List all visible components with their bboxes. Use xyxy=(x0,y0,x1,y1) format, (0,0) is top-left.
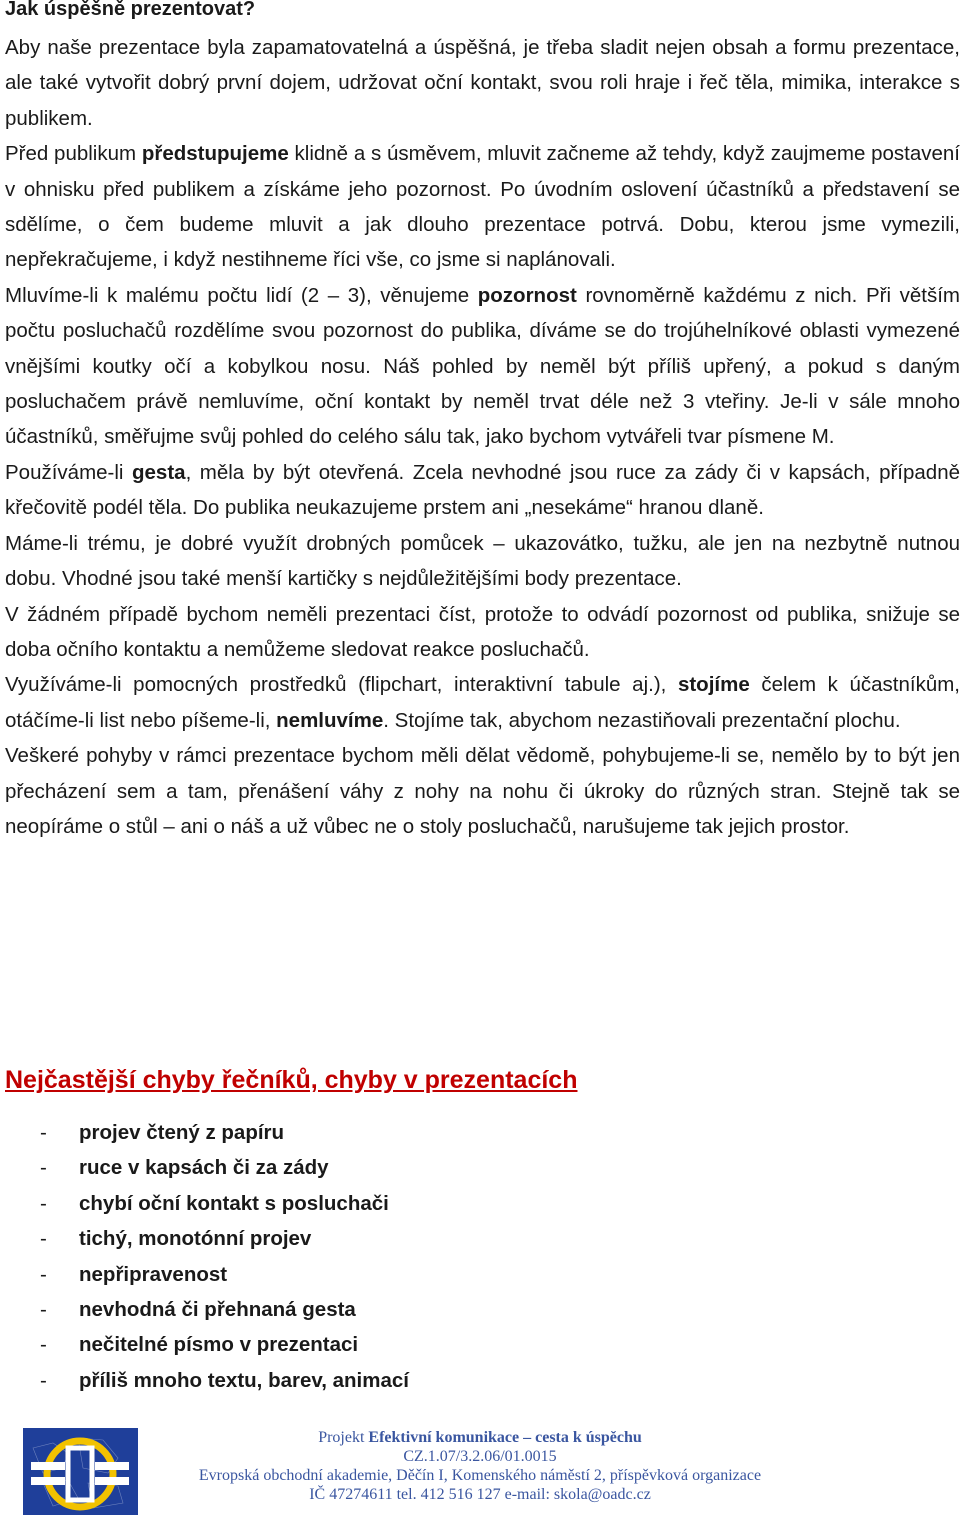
paragraph-text: . Stojíme tak, abychom nezastiňovali prezentační plochu. xyxy=(383,708,901,732)
mistakes-list xyxy=(40,1115,409,1398)
emphasis-text: předstupujeme xyxy=(141,142,289,166)
emphasis-text: gesta xyxy=(132,460,186,484)
paragraph-text: , měla by být otevřená. Zcela nevhodné jsou ruce za zády či v kapsách, případně křečovitě podél těla. Do publika neukazujeme prstem ani „nesekáme“ hranou dlaně. xyxy=(5,460,960,520)
footer-project xyxy=(150,1428,810,1447)
section-title: Nejčastější chyby řečníků, chyby v prezentacích xyxy=(5,1066,578,1094)
paragraph-text: rovnoměrně každému z nich. Při větším počtu posluchačů rozdělíme svou pozornost do publika, díváme se do trojúhelníkové oblasti vymezené vnějšími koutky očí a kobylkou nosu. Náš pohled by neměl být příliš upřený, a pokud s daným posluchačem právě nemluvíme, oční kontakt by neměl trvat déle než 3 vteřiny. Je-li v sále mnoho účastníků, směřujme svůj pohled do celého sálu tak, jako bychom vytvářeli tvar písmene M. xyxy=(5,283,960,449)
paragraph xyxy=(5,455,960,526)
footer-project-name: Efektivní komunikace – cesta k úspěchu xyxy=(368,1429,642,1446)
paragraph xyxy=(5,136,960,278)
paragraph-text: Veškeré pohyby v rámci prezentace bychom měli dělat vědomě, pohybujeme-li se, nemělo by to být jen přecházení sem a tam, přenášení váhy z nohy na nohu či úkroky do různých stran. Stejně tak se neopíráme o stůl – ani o náš a už vůbec ne o stoly posluchačů, narušujeme tak jejich prostor. xyxy=(5,744,960,838)
list-item: - projev čtený z papíru xyxy=(40,1115,409,1150)
emphasis-text: pozornost xyxy=(477,283,577,307)
paragraph-text: Máme-li trému, je dobré využít drobných pomůcek – ukazovátko, tužku, ale jen na nezbytně nutnou dobu. Vhodné jsou také menší kartičky s nejdůležitějšími body prezentace. xyxy=(5,531,960,591)
eoa-logo-icon xyxy=(23,1428,138,1515)
paragraph-text: čelem k účastníkům, otáčíme-li list nebo píšeme-li, xyxy=(5,673,960,732)
list-item: - nevhodná či přehnaná gesta xyxy=(40,1292,409,1327)
article-body xyxy=(5,30,960,844)
footer-text xyxy=(150,1428,810,1504)
emphasis-text: stojíme xyxy=(677,673,750,697)
paragraph xyxy=(5,667,960,738)
list-item: - tichý, monotónní projev xyxy=(40,1221,409,1256)
paragraph-text: klidně a s úsměvem, mluvit začneme až tehdy, když zaujmeme postavení v ohnisku před publikem a získáme jeho pozornost. Po úvodním oslovení účastníků a představení se sdělíme, o čem budeme mluvit a jak dlouho prezentace potrvá. Dobu, kterou jsme vymezili, nepřekračujeme, i když nestihneme říci vše, co jsme si naplánovali. xyxy=(5,142,960,272)
paragraph-text: Před publikum xyxy=(5,142,142,166)
paragraph-text: V žádném případě bychom neměli prezentaci číst, protože to odvádí pozornost od publika, snižuje se doba očního kontaktu a nemůžeme sledovat reakce posluchačů. xyxy=(5,602,960,661)
list-item: - nečitelné písmo v prezentaci xyxy=(40,1327,409,1362)
footer-contact: IČ 47274611 tel. 412 516 127 e-mail: skola@oadc.cz xyxy=(309,1486,651,1503)
list-item: - ruce v kapsách či za zády xyxy=(40,1150,409,1185)
paragraph xyxy=(5,597,960,668)
list-item: - chybí oční kontakt s posluchači xyxy=(40,1186,409,1221)
paragraph xyxy=(5,30,960,136)
paragraph-text: Používáme-li xyxy=(5,460,132,484)
paragraph xyxy=(5,526,960,597)
page-heading: Jak úspěšně prezentovat? xyxy=(5,0,256,20)
list-item: - příliš mnoho textu, barev, animací xyxy=(40,1363,409,1398)
paragraph-text: Mluvíme-li k malému počtu lidí (2 – 3), věnujeme xyxy=(5,283,478,307)
emphasis-text: nemluvíme xyxy=(276,708,384,732)
footer xyxy=(0,1428,960,1515)
paragraph xyxy=(5,278,960,455)
footer-school: Evropská obchodní akademie, Děčín I, Komenského náměstí 2, příspěvková organizace xyxy=(198,1467,762,1484)
footer-project-prefix: Projekt xyxy=(318,1429,369,1446)
paragraph xyxy=(5,738,960,844)
paragraph-text: Aby naše prezentace byla zapamatovatelná a úspěšná, je třeba sladit nejen obsah a formu prezentace, ale také vytvořit dobrý první dojem, udržovat oční kontakt, svou roli hraje i řeč těla, mimika, interakce s publikem. xyxy=(5,36,960,130)
footer-code: CZ.1.07/3.2.06/01.0015 xyxy=(403,1448,557,1465)
list-item: - nepřipravenost xyxy=(40,1257,409,1292)
paragraph-text: Využíváme-li pomocných prostředků (flipchart, interaktivní tabule aj.), xyxy=(5,673,678,697)
